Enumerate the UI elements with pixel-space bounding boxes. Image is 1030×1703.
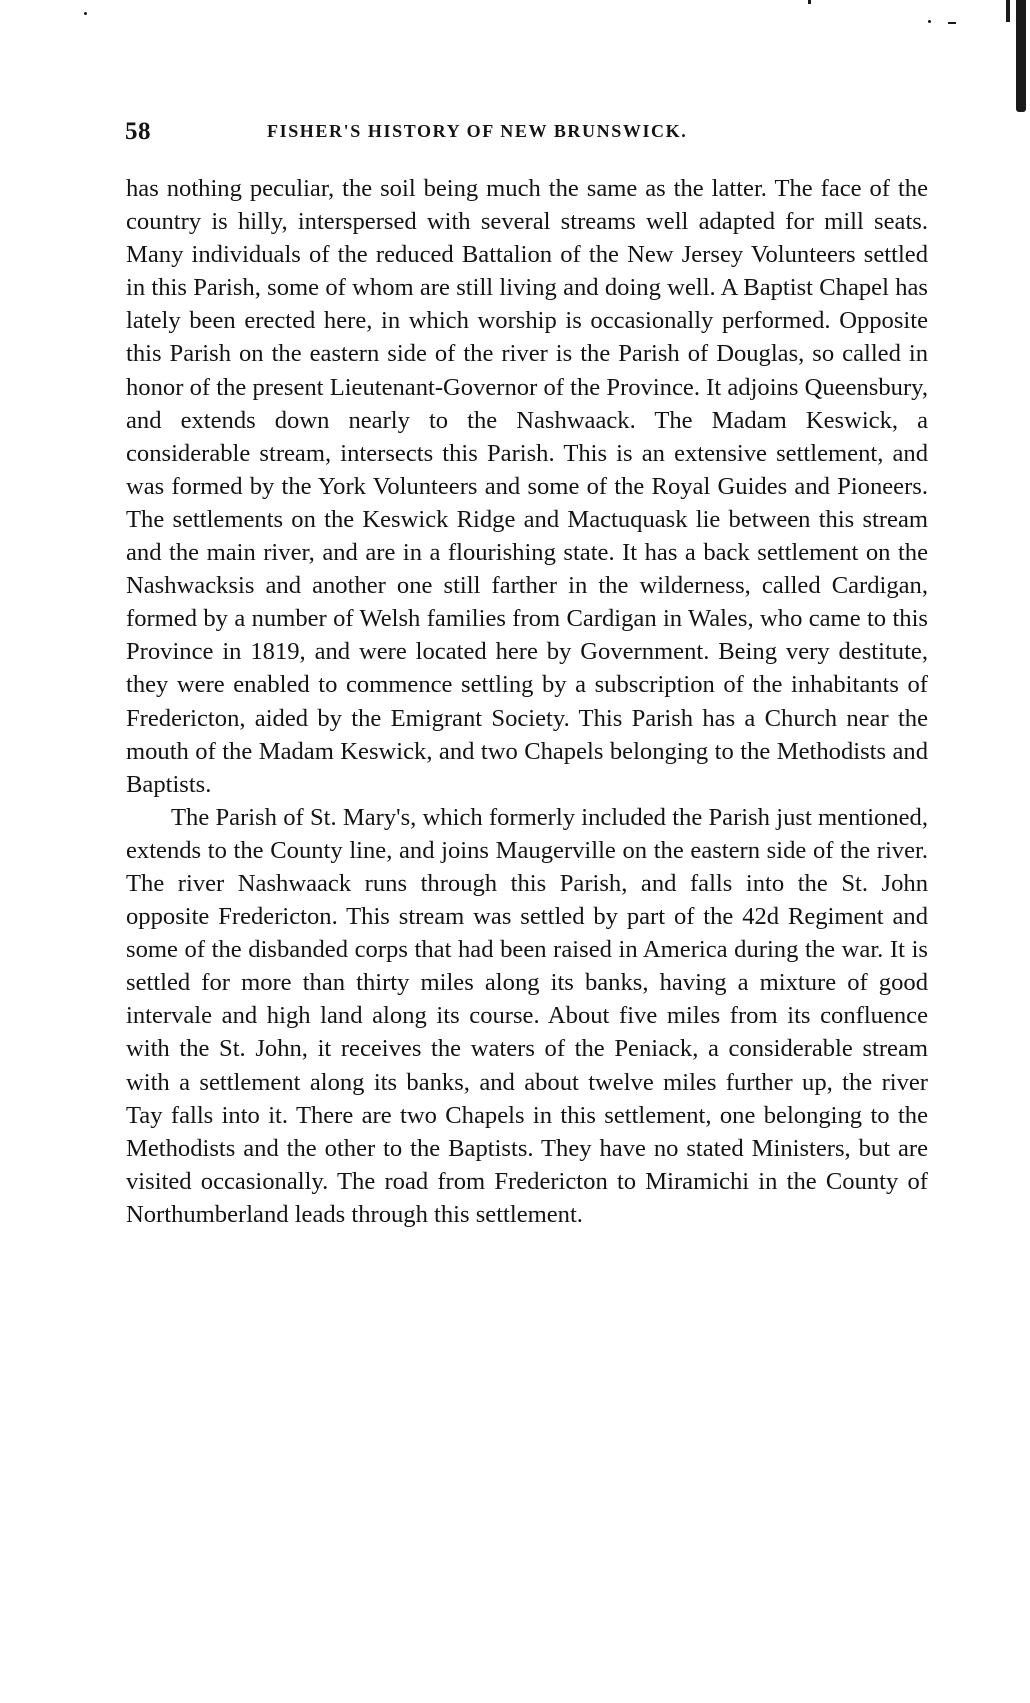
scan-speck xyxy=(948,22,956,24)
scan-edge-mark xyxy=(1006,0,1010,22)
page-number: 58 xyxy=(125,118,151,145)
scan-speck xyxy=(808,0,811,4)
paragraph: The Parish of St. Mary's, which formerly included the Parish just mentioned, extends to the County line, and joins Maugerville on the eastern side of the river. The river Nashwaack runs through this Parish, and falls into the St. John opposite Fredericton. This stream was settled by part of the 42d Regiment and some of the disbanded corps that had been raised in America during the war. It is settled for more than thirty miles along its banks, having a mixture of good intervale and high land along its course. About five miles from its confluence with the St. John, it receives the waters of the Peniack, a considerable stream with a settlement along its banks, and about twelve miles further up, the river Tay falls into it. There are two Chapels in this settlement, one belonging to the Methodists and the other to the Baptists. They have no stated Ministers, but are visited occasionally. The road from Fredericton to Miramichi in the County of Northumberland leads through this settlement. xyxy=(126,803,928,1228)
paragraph: has nothing peculiar, the soil being much the same as the latter. The face of the country is hilly, interspersed with several streams well adapted for mill seats. Many individuals of the reduced Battalion of the New Jersey Volunteers settled in this Parish, some of whom are still living and doing well. A Baptist Chapel has lately been erected here, in which worship is occasionally performed. Opposite this Parish on the eastern side of the river is the Parish of Douglas, so called in honor of the present Lieutenant-Governor of the Province. It adjoins Queensbury, and extends down nearly to the Nashwaack. The Madam Keswick, a considerable stream, intersects this Parish. This is an extensive settlement, and was formed by the York Volunteers and some of the Royal Guides and Pioneers. The settlements on the Keswick Ridge and Mactuquask lie between this stream and the main river, and are in a flourishing state. It has a back settlement on the Nashwacksis and another one still farther in the wilderness, called Cardigan, formed by a number of Welsh families from Cardigan in Wales, who came to this Province in 1819, and were located here by Government. Being very destitute, they were enabled to commence settling by a subscription of the inhabitants of Fredericton, aided by the Emigrant Society. This Parish has a Church near the mouth of the Madam Keswick, and two Chapels belonging to the Methodists and Baptists. xyxy=(126,175,928,798)
body-text xyxy=(126,172,928,1231)
running-title: FISHER'S HISTORY OF NEW BRUNSWICK. xyxy=(267,121,688,141)
scan-speck xyxy=(84,12,87,15)
running-header xyxy=(125,118,930,148)
scan-speck xyxy=(928,20,931,23)
scan-edge-mark xyxy=(1016,0,1026,112)
